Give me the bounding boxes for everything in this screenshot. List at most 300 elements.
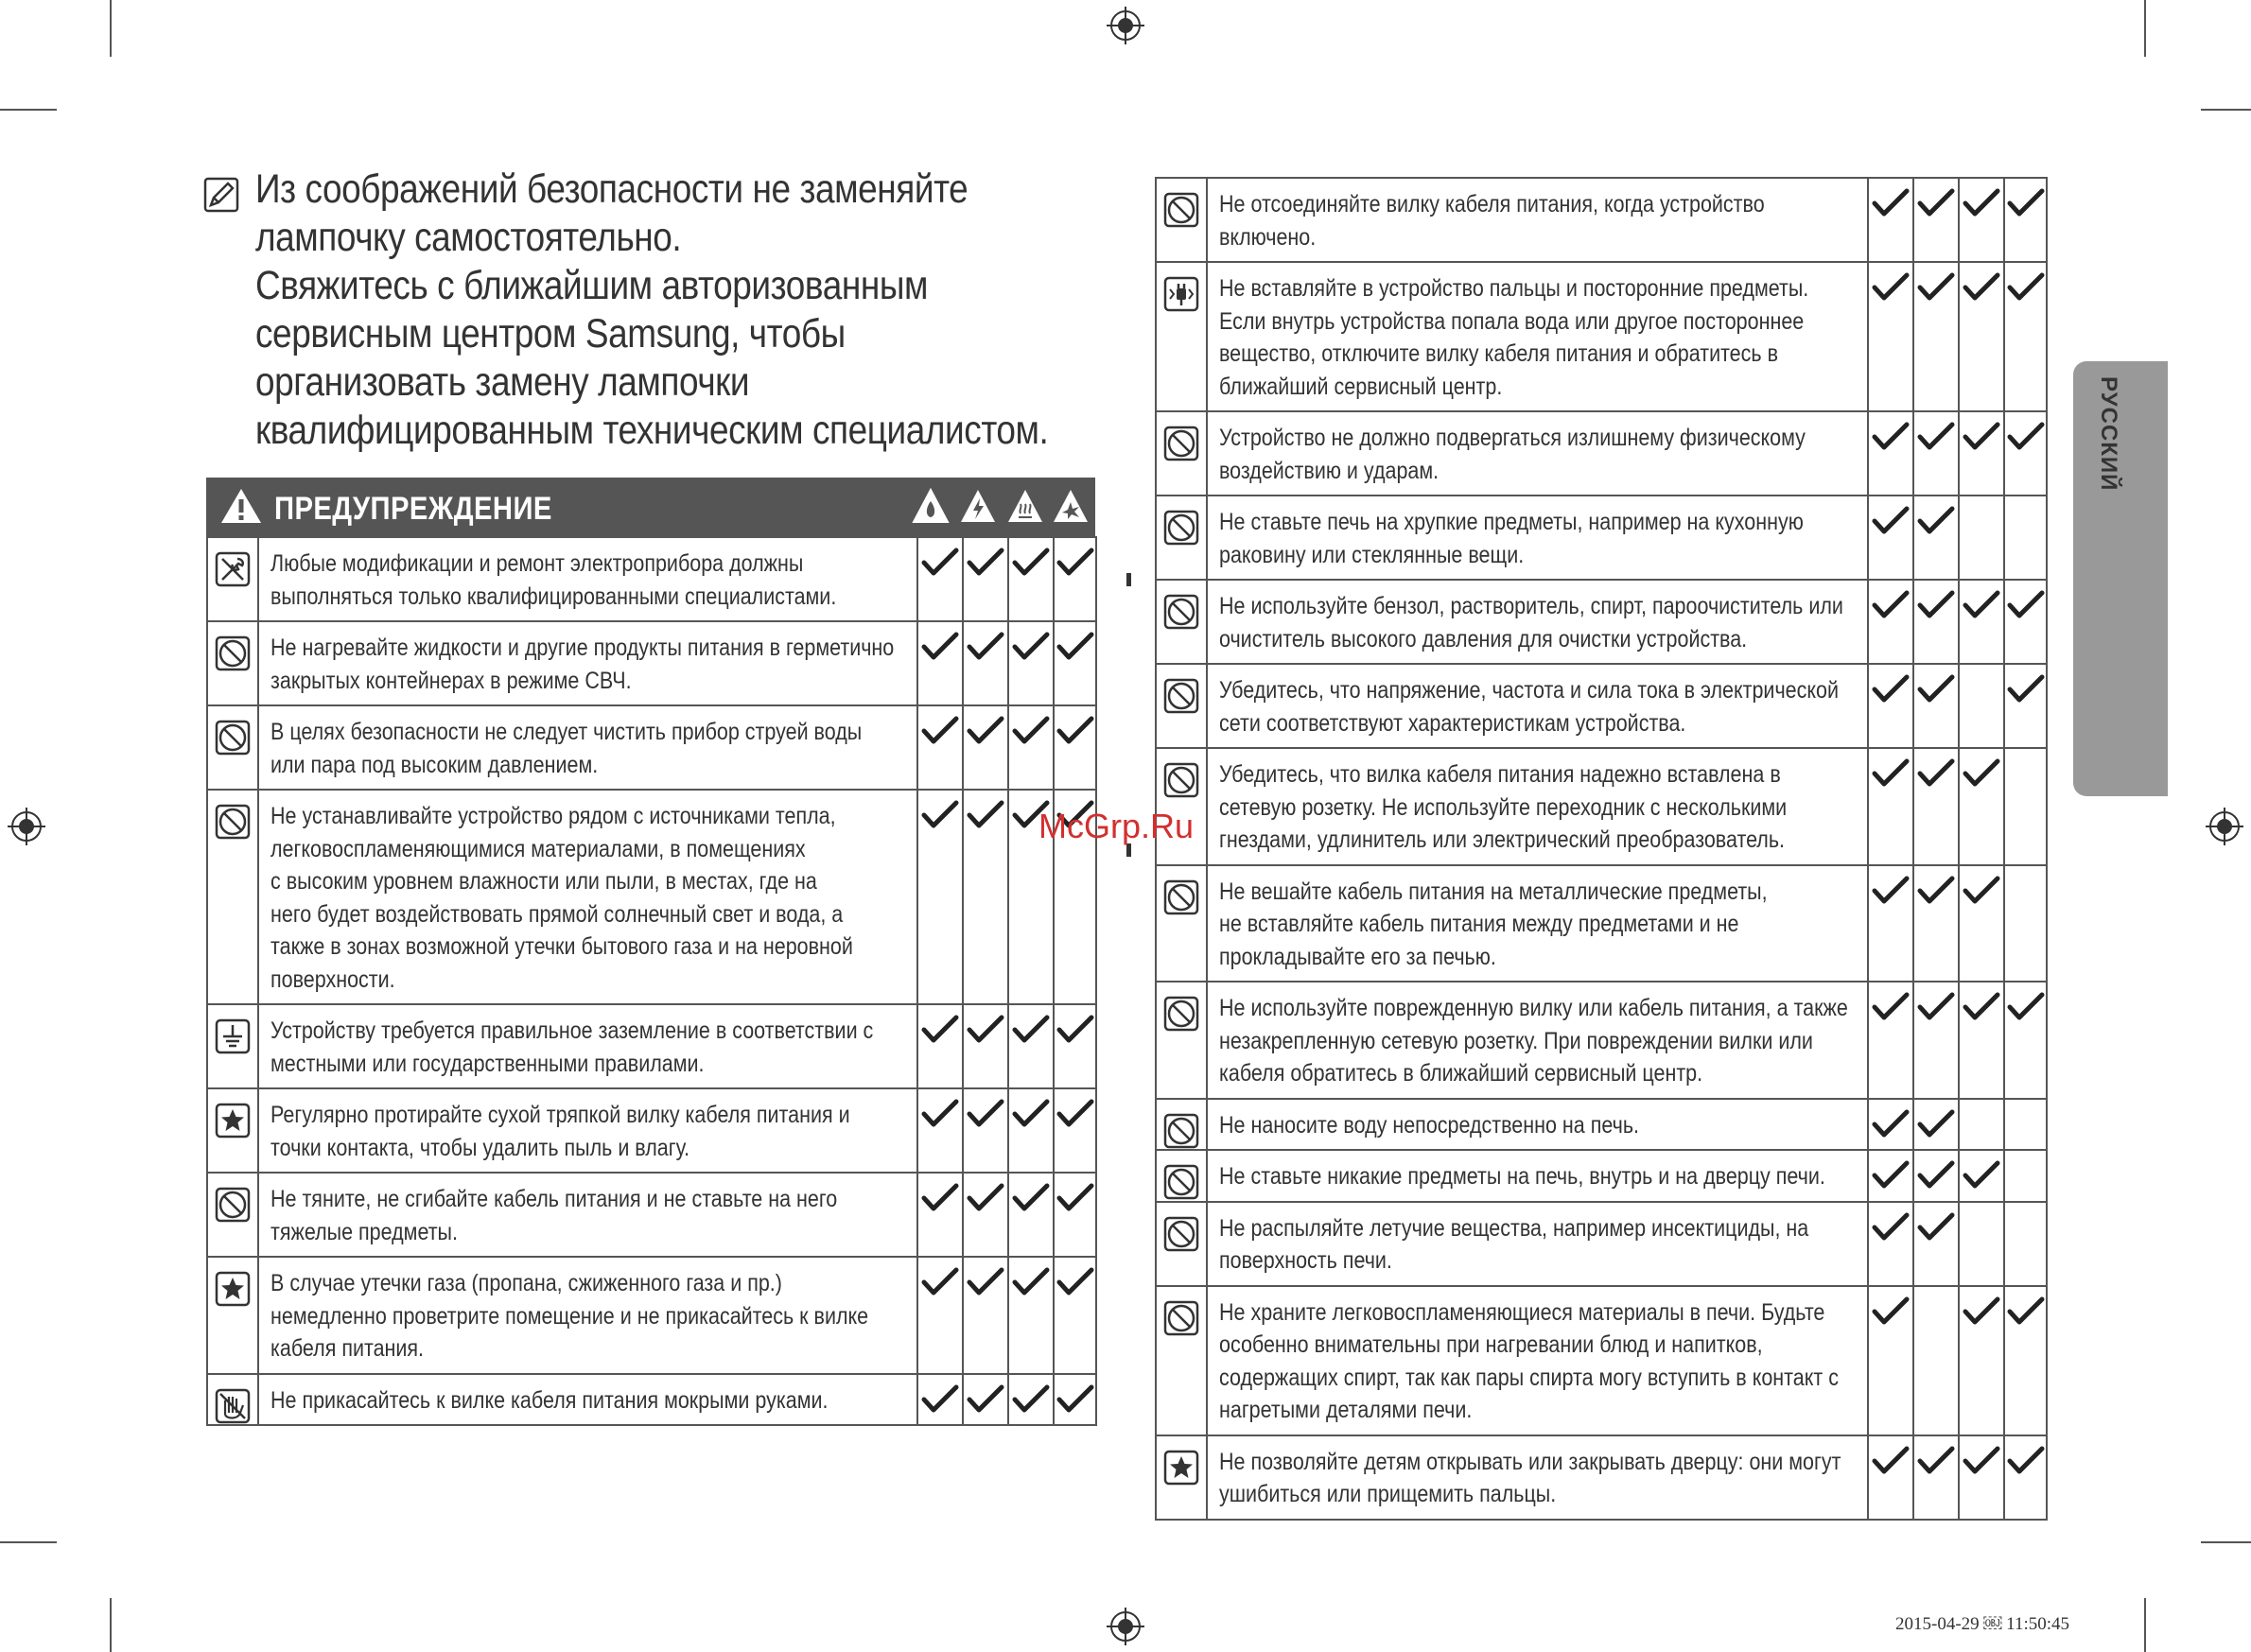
table-row [207, 1374, 1096, 1426]
hazard-check-cell [917, 537, 963, 621]
checkmark-icon [1056, 716, 1094, 746]
hazard-check-cell [1008, 537, 1054, 621]
hazard-check-cell [1054, 1088, 1096, 1173]
checkmark-icon [1012, 1267, 1050, 1297]
row-text-line: поверхность печи. [1219, 1247, 1392, 1274]
row-text-line: Если внутрь устройства попала вода или другое постороннее [1219, 307, 1805, 335]
row-icon-cell [207, 1173, 258, 1257]
crop-mark [0, 109, 57, 111]
hazard-check-cell [1868, 1099, 1913, 1151]
row-icon-cell [207, 705, 258, 790]
checkmark-icon [921, 1267, 959, 1297]
checkmark-icon [1872, 422, 1910, 452]
checkmark-icon [1872, 1296, 1910, 1327]
row-text-line: Не тяните, не сгибайте кабель питания и не ставьте на него [270, 1186, 838, 1212]
hazard-check-cell [1913, 1150, 1959, 1202]
hazard-check-cell [963, 537, 1008, 621]
table-row [1156, 580, 2047, 664]
checkmark-icon [1963, 1446, 2000, 1476]
hazard-check-cell [1008, 621, 1054, 705]
note-line: Из соображений безопасности не заменяйте [255, 166, 968, 212]
prohibited-icon [1163, 678, 1199, 714]
hazard-check-cell [917, 1088, 963, 1173]
hazard-check-cell [1868, 982, 1913, 1099]
row-text-line: Регулярно протирайте сухой тряпкой вилку кабеля питания и [270, 1102, 850, 1128]
row-text [1207, 1286, 1868, 1435]
row-text-line: него будет воздействовать прямой солнечный свет и вода, а [270, 900, 844, 928]
checkmark-icon [2007, 1446, 2045, 1476]
checkmark-icon [1872, 1160, 1910, 1191]
row-icon-cell [1156, 664, 1207, 748]
hazard-check-cell [1868, 411, 1913, 496]
checkmark-icon [1872, 1109, 1910, 1139]
prohibited-icon [1163, 879, 1199, 915]
row-text [258, 1257, 917, 1374]
hazard-check-cell [1054, 1374, 1096, 1426]
row-text-line: Не отсоединяйте вилку кабеля питания, когда устройство [1219, 191, 1765, 217]
hazard-check-cell [1913, 1286, 1959, 1435]
checkmark-icon [2007, 188, 2045, 218]
row-icon-cell [1156, 982, 1207, 1099]
hazard-check-cell [1868, 178, 1913, 262]
hazard-check-cell [1959, 982, 2004, 1099]
row-text-line: местными или государственными правилами. [270, 1050, 705, 1077]
row-icon-cell [207, 621, 258, 705]
row-text-line: особенно внимательны при нагревании блюд и напитков, [1219, 1331, 1763, 1358]
table-row [1156, 262, 2047, 411]
row-text [1207, 178, 1868, 262]
hazard-check-cell [1868, 496, 1913, 580]
hazard-check-cell [1959, 748, 2004, 865]
row-icon-cell [1156, 1435, 1207, 1520]
prohibited-icon [215, 1187, 251, 1223]
hazard-check-cell [1959, 580, 2004, 664]
hazard-check-cell [2004, 982, 2047, 1099]
checkmark-icon [1012, 1099, 1050, 1129]
row-text-line: воздействию и ударам. [1219, 457, 1440, 484]
row-text [258, 790, 917, 1004]
checkmark-icon [1012, 1015, 1050, 1045]
checkmark-icon [2007, 1296, 2045, 1327]
checkmark-icon [1872, 1446, 1910, 1476]
explosion-icon [1052, 488, 1090, 524]
hazard-check-cell [1913, 580, 1959, 664]
hazard-check-cell [2004, 178, 2047, 262]
table-row [1156, 664, 2047, 748]
hazard-check-cell [963, 705, 1008, 790]
checkmark-icon [1917, 1212, 1955, 1243]
checkmark-icon [1963, 876, 2000, 906]
star-icon [215, 1103, 251, 1139]
prohibited-icon [1163, 762, 1199, 798]
hazard-check-cell [1913, 982, 1959, 1099]
hazard-check-cell [1959, 1099, 2004, 1151]
row-text-line: Не наносите воду непосредственно на печь. [1219, 1111, 1640, 1139]
row-text-line: не вставляйте кабель питания между предметами и не [1219, 911, 1739, 937]
registration-mark-icon [2206, 808, 2243, 845]
table-row [1156, 496, 2047, 580]
hazard-check-cell [917, 1004, 963, 1088]
checkmark-icon [1963, 1160, 2000, 1191]
row-text [1207, 748, 1868, 865]
hazard-check-cell [1054, 621, 1096, 705]
row-text [258, 621, 917, 705]
row-text-line: закрытых контейнерах в режиме СВЧ. [270, 667, 632, 694]
hazard-check-cell [1868, 748, 1913, 865]
row-text-line: очиститель высокого давления для очистки устройства. [1219, 625, 1748, 652]
checkmark-icon [1917, 272, 1955, 303]
registration-mark-icon [1107, 7, 1144, 44]
hazard-check-cell [1959, 411, 2004, 496]
checkmark-icon [1056, 1015, 1094, 1045]
checkmark-icon [1917, 674, 1955, 704]
hazard-check-cell [1868, 1286, 1913, 1435]
language-tab-label [2095, 376, 2133, 660]
row-text [258, 1173, 917, 1257]
row-text [1207, 1435, 1868, 1520]
row-text [258, 1004, 917, 1088]
checkmark-icon [1872, 1212, 1910, 1243]
hazard-check-cell [1913, 664, 1959, 748]
checkmark-icon [1056, 548, 1094, 578]
hazard-check-cell [1913, 748, 1959, 865]
prohibited-icon [1163, 510, 1199, 546]
checkmark-icon [1917, 1160, 1955, 1191]
table-row [207, 1004, 1096, 1088]
hazard-check-cell [1959, 262, 2004, 411]
no-disassembly-icon [215, 551, 251, 587]
row-text [1207, 411, 1868, 496]
checkmark-icon [921, 1384, 959, 1415]
hazard-check-cell [2004, 580, 2047, 664]
hazard-check-cell [1008, 1257, 1054, 1374]
row-icon-cell [1156, 1150, 1207, 1202]
hazard-check-cell [1008, 1374, 1054, 1426]
hazard-check-cell [917, 790, 963, 1004]
row-text [1207, 580, 1868, 664]
hazard-check-cell [1054, 1173, 1096, 1257]
checkmark-icon [921, 548, 959, 578]
row-text-line: Любые модификации и ремонт электроприбора должны [270, 550, 804, 577]
hazard-check-cell [963, 790, 1008, 1004]
checkmark-icon [1917, 506, 1955, 536]
prohibited-icon [1163, 996, 1199, 1032]
row-icon-cell [207, 1374, 258, 1426]
row-icon-cell [1156, 1286, 1207, 1435]
row-text-line: кабеля обратитесь в ближайший сервисный центр. [1219, 1060, 1703, 1087]
checkmark-icon [1012, 1183, 1050, 1213]
checkmark-icon [921, 632, 959, 662]
row-text [1207, 496, 1868, 580]
checkmark-icon [967, 1267, 1004, 1297]
checkmark-icon [1872, 992, 1910, 1022]
hazard-check-cell [1008, 1173, 1054, 1257]
hazard-check-cell [2004, 748, 2047, 865]
row-icon-cell [1156, 496, 1207, 580]
checkmark-icon [1917, 590, 1955, 620]
prohibited-icon [215, 635, 251, 671]
checkmark-icon [1012, 716, 1050, 746]
checkmark-icon [921, 716, 959, 746]
checkmark-icon [967, 1183, 1004, 1213]
table-row [1156, 1202, 2047, 1286]
checkmark-icon [2007, 590, 2045, 620]
row-icon-cell [1156, 262, 1207, 411]
hazard-check-cell [963, 621, 1008, 705]
star-icon [215, 1271, 251, 1307]
prohibited-icon [1163, 1216, 1199, 1252]
checkmark-icon [1917, 422, 1955, 452]
row-text [1207, 1099, 1868, 1151]
row-text-line: незакрепленную сетевую розетку. При повреждении вилки или [1219, 1027, 1813, 1054]
row-text-line: прокладывайте его за печью. [1219, 943, 1496, 970]
hazard-check-cell [963, 1004, 1008, 1088]
no-wet-hands-icon [215, 1388, 251, 1424]
warning-triangle-icon [219, 487, 263, 525]
hazard-check-cell [1868, 1202, 1913, 1286]
row-text [1207, 262, 1868, 411]
hazard-check-cell [1868, 865, 1913, 983]
note-line: Свяжитесь с ближайшим авторизованным [255, 263, 928, 308]
hazard-check-cell [1959, 178, 2004, 262]
row-text-line: Не распыляйте летучие вещества, например инсектициды, на [1219, 1214, 1809, 1242]
note-line: организовать замену лампочки [255, 359, 750, 405]
left-warning-table [206, 536, 1097, 1426]
checkmark-icon [1012, 632, 1050, 662]
row-icon-cell [1156, 1202, 1207, 1286]
checkmark-icon [1963, 1296, 2000, 1327]
hazard-check-cell [1054, 537, 1096, 621]
checkmark-icon [1963, 590, 2000, 620]
row-text-line: или пара под высоким давлением. [270, 751, 599, 778]
row-text-line: В целях безопасности не следует чистить прибор струей воды [270, 719, 863, 745]
checkmark-icon [967, 1099, 1004, 1129]
checkmark-icon [1963, 272, 2000, 303]
row-icon-cell [207, 1257, 258, 1374]
row-icon-cell [1156, 580, 1207, 664]
prohibited-icon [1163, 1300, 1199, 1336]
row-icon-cell [1156, 1099, 1207, 1151]
table-row [207, 1257, 1096, 1374]
row-text-line: Не устанавливайте устройство рядом с источниками тепла, [270, 803, 836, 829]
checkmark-icon [1056, 632, 1094, 662]
prohibited-icon [1163, 192, 1199, 228]
checkmark-icon [1917, 992, 1955, 1022]
crop-mark [110, 0, 112, 57]
row-text-line: нагретыми деталями печи. [1219, 1397, 1473, 1423]
note-line: лампочку самостоятельно. [255, 215, 682, 260]
checkmark-icon [1917, 876, 1955, 906]
table-row [207, 621, 1096, 705]
hazard-check-cell [1959, 1286, 2004, 1435]
row-text-line: Не нагревайте жидкости и другие продукты питания в герметично [270, 635, 895, 661]
hazard-check-cell [917, 1374, 963, 1426]
checkmark-icon [1917, 188, 1955, 218]
row-text-line: немедленно проветрите помещение и не прикасайтесь к вилке [270, 1302, 869, 1330]
row-icon-cell [207, 1004, 258, 1088]
hazard-check-cell [1913, 1202, 1959, 1286]
hazard-check-cell [917, 1173, 963, 1257]
checkmark-icon [921, 1099, 959, 1129]
row-text-line: В случае утечки газа (пропана, сжиженного газа и пр.) [270, 1270, 782, 1296]
hazard-check-cell [1913, 496, 1959, 580]
row-icon-cell [1156, 178, 1207, 262]
checkmark-icon [1872, 674, 1910, 704]
row-text [258, 1374, 917, 1426]
checkmark-icon [1917, 1109, 1955, 1139]
row-text [1207, 1150, 1868, 1202]
hazard-check-cell [2004, 1202, 2047, 1286]
row-text [1207, 1202, 1868, 1286]
table-row [1156, 178, 2047, 262]
row-text [258, 1088, 917, 1173]
hazard-check-cell [2004, 1150, 2047, 1202]
row-text-line: сетевую розетку. Не используйте переходник с несколькими [1219, 793, 1788, 821]
checkmark-icon [2007, 992, 2045, 1022]
hazard-check-cell [2004, 1286, 2047, 1435]
checkmark-icon [1963, 992, 2000, 1022]
checkmark-icon [1872, 272, 1910, 303]
row-text [1207, 982, 1868, 1099]
checkmark-icon [1917, 758, 1955, 789]
hazard-check-cell [1913, 411, 1959, 496]
note-text [255, 165, 1048, 455]
table-row [1156, 1099, 2047, 1151]
hazard-check-cell [2004, 411, 2047, 496]
row-text-line: Не прикасайтесь к вилке кабеля питания мокрыми руками. [270, 1386, 829, 1414]
table-row [207, 1088, 1096, 1173]
right-warning-table [1155, 177, 2048, 1521]
checkmark-icon [1917, 1446, 1955, 1476]
note-line: квалифицированным техническим специалистом. [255, 408, 1049, 453]
row-text-line: тяжелые предметы. [270, 1218, 458, 1245]
hazard-check-cell [1868, 1435, 1913, 1520]
row-text-line: содержащих спирт, так как пары спирта могу вступить в контакт с [1219, 1364, 1839, 1391]
checkmark-icon [967, 800, 1004, 830]
row-icon-cell [1156, 411, 1207, 496]
print-timestamp: 2015-04-29 ￼ 11:50:45 [1895, 1614, 2070, 1634]
hazard-check-cell [963, 1173, 1008, 1257]
row-text-line: кабеля питания. [270, 1335, 425, 1362]
table-row [207, 1173, 1096, 1257]
hazard-check-cell [917, 1257, 963, 1374]
hazard-check-cell [1008, 705, 1054, 790]
watermark: McGrp.Ru [1038, 807, 1195, 845]
hazard-check-cell [2004, 664, 2047, 748]
row-text-line: Убедитесь, что напряжение, частота и сила тока в электрической [1219, 677, 1839, 704]
hazard-check-cell [1868, 664, 1913, 748]
checkmark-icon [921, 1183, 959, 1213]
crop-mark [2144, 1598, 2146, 1652]
table-row [1156, 411, 2047, 496]
gutter-mark [1126, 573, 1131, 586]
hazard-check-cell [1913, 1435, 1959, 1520]
star-icon [1163, 1450, 1199, 1486]
crop-mark [0, 1541, 57, 1543]
row-text [1207, 865, 1868, 983]
row-text [258, 537, 917, 621]
row-text-line: Не ставьте печь на хрупкие предметы, например на кухонную [1219, 509, 1804, 535]
table-row [1156, 1435, 2047, 1520]
hazard-check-cell [1054, 705, 1096, 790]
row-text-line: Не используйте поврежденную вилку или кабель питания, а также [1219, 995, 1848, 1021]
row-text-line: Не используйте бензол, растворитель, спирт, пароочиститель или [1219, 593, 1843, 619]
checkmark-icon [967, 548, 1004, 578]
checkmark-icon [1056, 1183, 1094, 1213]
checkmark-icon [1056, 1384, 1094, 1415]
hot-surface-icon [1006, 488, 1044, 524]
checkmark-icon [1872, 590, 1910, 620]
hazard-check-cell [1868, 1150, 1913, 1202]
registration-mark-icon [1107, 1608, 1144, 1645]
prohibited-icon [1163, 594, 1199, 630]
row-text-line: также в зонах возможной утечки бытового газа и на неровной [270, 933, 853, 960]
table-row [1156, 1150, 2047, 1202]
checkmark-icon [967, 1384, 1004, 1415]
note-line: сервисным центром Samsung, чтобы [255, 311, 846, 356]
hazard-check-cell [1913, 178, 1959, 262]
crop-mark [110, 1598, 112, 1652]
hazard-check-cell [1959, 496, 2004, 580]
hazard-check-cell [1054, 1004, 1096, 1088]
hazard-check-cell [1054, 1257, 1096, 1374]
hazard-check-cell [917, 705, 963, 790]
checkmark-icon [1872, 876, 1910, 906]
crop-mark [2201, 109, 2251, 111]
row-text-line: включено. [1219, 223, 1317, 251]
row-text-line: с высоким уровнем влажности или пыли, в местах, где на [270, 868, 817, 895]
hazard-check-cell [1913, 262, 1959, 411]
checkmark-icon [921, 1015, 959, 1045]
table-row [207, 705, 1096, 790]
fire-hazard-icon [912, 488, 950, 524]
checkmark-icon [1963, 188, 2000, 218]
checkmark-icon [967, 1015, 1004, 1045]
hazard-check-cell [1959, 865, 2004, 983]
row-text-line: легковоспламеняющимися материалами, в помещениях [270, 835, 806, 862]
table-row [207, 537, 1096, 621]
checkmark-icon [1872, 188, 1910, 218]
table-row [1156, 748, 2047, 865]
hazard-check-cell [1868, 580, 1913, 664]
row-text-line: гнездами, удлинитель или электрический преобразователь. [1219, 826, 1786, 853]
unplug-icon [1163, 276, 1199, 312]
row-text-line: поверхности. [270, 965, 395, 993]
electric-shock-icon [959, 488, 997, 524]
prohibited-icon [1163, 426, 1199, 461]
hazard-check-cell [2004, 865, 2047, 983]
checkmark-icon [2007, 272, 2045, 303]
prohibited-icon [215, 804, 251, 840]
prohibited-icon [1163, 1164, 1199, 1200]
hazard-check-cell [963, 1257, 1008, 1374]
row-text-line: Не вешайте кабель питания на металлические предметы, [1219, 878, 1768, 905]
checkmark-icon [2007, 674, 2045, 704]
row-text [1207, 664, 1868, 748]
row-icon-cell [207, 1088, 258, 1173]
checkmark-icon [967, 716, 1004, 746]
hazard-check-cell [917, 621, 963, 705]
table-row [1156, 982, 2047, 1099]
checkmark-icon [1872, 506, 1910, 536]
row-text-line: Не позволяйте детям открывать или закрывать дверцу: они могут [1219, 1448, 1841, 1475]
hazard-check-cell [1913, 865, 1959, 983]
row-text-line: ближайший сервисный центр. [1219, 373, 1503, 400]
row-text [258, 705, 917, 790]
checkmark-icon [1056, 1099, 1094, 1129]
table-row [1156, 865, 2047, 983]
crop-mark [2201, 1541, 2251, 1543]
